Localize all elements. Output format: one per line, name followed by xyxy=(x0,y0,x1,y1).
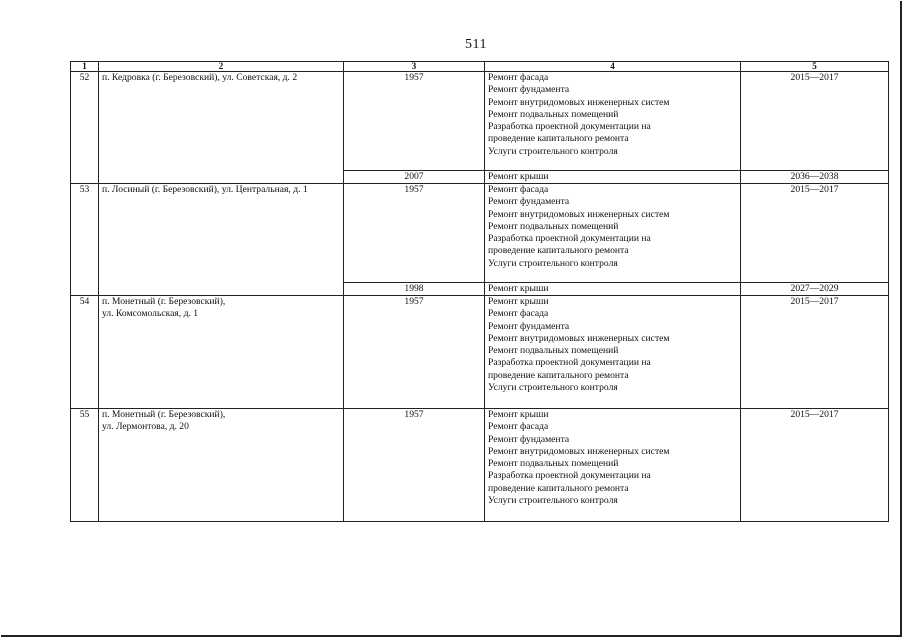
work-item: Разработка проектной документации на xyxy=(488,121,651,133)
work-item: Услуги строительного контроля xyxy=(488,145,618,157)
work-item: проведение капитального ремонта xyxy=(488,245,629,257)
address-cell xyxy=(99,296,344,409)
work-item: проведение капитального ремонта xyxy=(488,482,629,494)
year-cell: 1957 xyxy=(344,72,485,171)
sub-period-cell: 2027—2029 xyxy=(741,283,889,296)
table-header-row xyxy=(71,62,889,72)
row-number: 53 xyxy=(71,184,99,296)
header-col-3: 3 xyxy=(344,62,485,72)
work-item: Ремонт фасада xyxy=(488,72,549,83)
work-item: Ремонт внутридомовых инженерных систем xyxy=(488,332,670,344)
sub-work-cell: Ремонт крыши xyxy=(485,171,741,184)
header-col-1: 1 xyxy=(71,62,99,72)
row-number: 55 xyxy=(71,409,99,522)
address-line: п. Кедровка (г. Березовский), ул. Советская, д. 2 xyxy=(102,72,298,83)
page-number: 511 xyxy=(465,37,487,52)
works-cell xyxy=(485,296,741,409)
work-item: Ремонт внутридомовых инженерных систем xyxy=(488,208,670,220)
works-cell xyxy=(485,409,741,522)
work-item: Ремонт фундамента xyxy=(488,84,570,96)
table-row xyxy=(71,72,889,171)
row-number: 52 xyxy=(71,72,99,184)
work-item: проведение капитального ремонта xyxy=(488,369,629,381)
work-item: Ремонт фундамента xyxy=(488,196,570,208)
work-item: Ремонт подвальных помещений xyxy=(488,220,619,232)
work-item: Ремонт фундамента xyxy=(488,320,570,332)
work-item: Ремонт внутридомовых инженерных систем xyxy=(488,445,670,457)
work-item: Ремонт подвальных помещений xyxy=(488,108,619,120)
work-item: Ремонт подвальных помещений xyxy=(488,458,619,470)
year-cell: 1957 xyxy=(344,296,485,409)
header-col-2: 2 xyxy=(99,62,344,72)
period-cell: 2015—2017 xyxy=(741,296,889,409)
work-item: Ремонт крыши xyxy=(488,409,549,420)
period-cell: 2015—2017 xyxy=(741,72,889,171)
work-item: Разработка проектной документации на xyxy=(488,233,651,245)
table-row xyxy=(71,296,889,409)
works-cell xyxy=(485,72,741,171)
sub-period-cell: 2036—2038 xyxy=(741,171,889,184)
work-item: Ремонт внутридомовых инженерных систем xyxy=(488,96,670,108)
works-cell xyxy=(485,184,741,283)
address-line: п. Лосиный (г. Березовский), ул. Центральная, д. 1 xyxy=(102,184,308,195)
period-cell: 2015—2017 xyxy=(741,409,889,522)
work-item: Ремонт фасада xyxy=(488,421,549,433)
table-row xyxy=(71,184,889,283)
address-line: ул. Лермонтова, д. 20 xyxy=(102,421,189,433)
sub-year-cell: 1998 xyxy=(344,283,485,296)
header-col-5: 5 xyxy=(741,62,889,72)
header-col-4: 4 xyxy=(485,62,741,72)
work-item: Разработка проектной документации на xyxy=(488,470,651,482)
address-line: п. Монетный (г. Березовский), xyxy=(102,296,226,307)
work-item: Услуги строительного контроля xyxy=(488,382,618,394)
address-line: п. Монетный (г. Березовский), xyxy=(102,409,226,420)
address-cell xyxy=(99,409,344,522)
work-item: Ремонт крыши xyxy=(488,296,549,307)
work-item: Ремонт фасада xyxy=(488,184,549,195)
work-item: Ремонт фундамента xyxy=(488,433,570,445)
work-item: Услуги строительного контроля xyxy=(488,257,618,269)
work-item: Ремонт подвальных помещений xyxy=(488,345,619,357)
sub-work-cell: Ремонт крыши xyxy=(485,283,741,296)
work-item: Разработка проектной документации на xyxy=(488,357,651,369)
period-cell: 2015—2017 xyxy=(741,184,889,283)
work-item: проведение капитального ремонта xyxy=(488,133,629,145)
address-line: ул. Комсомольская, д. 1 xyxy=(102,308,199,320)
sub-year-cell: 2007 xyxy=(344,171,485,184)
address-cell xyxy=(99,72,344,184)
work-item: Ремонт фасада xyxy=(488,308,549,320)
repair-schedule-table xyxy=(70,61,889,522)
year-cell: 1957 xyxy=(344,409,485,522)
work-item: Услуги строительного контроля xyxy=(488,495,618,507)
table-row xyxy=(71,409,889,522)
address-cell xyxy=(99,184,344,296)
year-cell: 1957 xyxy=(344,184,485,283)
row-number: 54 xyxy=(71,296,99,409)
